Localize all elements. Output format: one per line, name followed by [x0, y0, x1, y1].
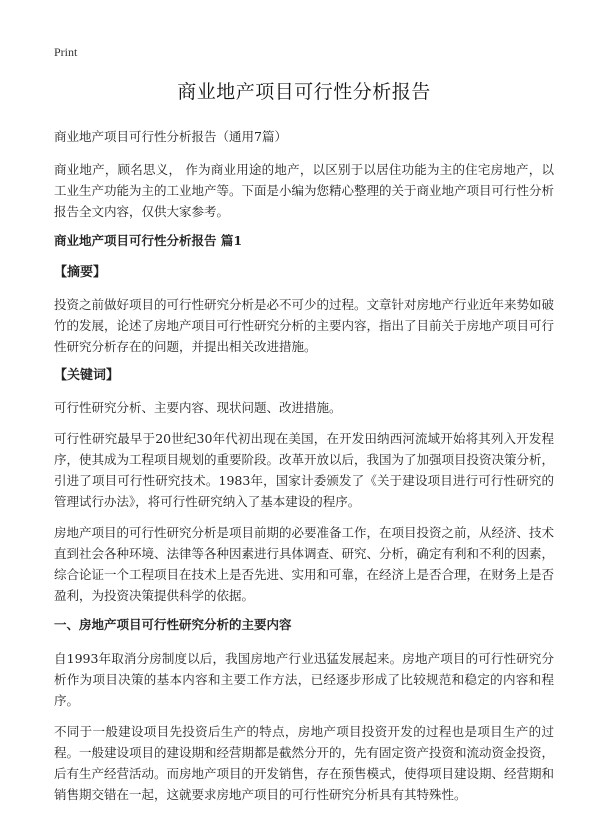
body-paragraph-2: 房地产项目的可行性研究分析是项目前期的必要准备工作，在项目投资之前，从经济、技术直到社会各种环境、法律等各种因素进行具体调查、研究、分析，确定有利和不利的因素，综合论证一个工程项目在技术上是否先进、实用和可靠，在经济上是否合理，在财务上是否盈利，为投资决策提供科学的依据。: [54, 525, 555, 603]
abstract-heading: 【摘要】: [54, 265, 107, 280]
article-heading: 商业地产项目可行性分析报告 篇1: [54, 233, 243, 248]
section-heading-1: 一、房地产项目可行性研究分析的主要内容: [54, 617, 292, 632]
intro-paragraph: 商业地产，顾名思义， 作为商业用途的地产，以区别于以居住功能为主的住宅房地产，以工业生产功能为主的工业地产等。下面是小编为您精心整理的关于商业地产项目可行性分析报告全文内容，仅供大家参考。: [54, 162, 555, 219]
print-link[interactable]: Print: [54, 45, 78, 59]
keywords-paragraph: 可行性研究分析、主要内容、现状问题、改进措施。: [54, 400, 342, 415]
document-subtitle: 商业地产项目可行性分析报告（通用7篇）: [54, 129, 287, 144]
page-title: 商业地产项目可行性分析报告: [177, 81, 431, 103]
body-paragraph-1: 可行性研究最早于20世纪30年代初出现在美国，在开发田纳西河流域开始将其列入开发程序，使其成为工程项目规划的重要阶段。改革开放以后，我国为了加强项目投资决策分析，引进了项目可行性研究技术。1983年，国家计委颁发了《关于建设项目进行可行性研究的管理试行办法》，将可行性研究纳入了基本建设的程序。: [54, 431, 555, 509]
body-paragraph-4: 不同于一般建设项目先投资后生产的特点，房地产项目投资开发的过程也是项目生产的过程。一般建设项目的建设期和经营期都是截然分开的，先有固定资产投资和流动资金投资，后有生产经营活动。而房地产项目的开发销售，存在预售模式，使得项目建设期、经营期和销售期交错在一起，这就要求房地产项目的可行性研究分析具有其特殊性。: [54, 724, 555, 802]
keywords-heading: 【关键词】: [54, 368, 120, 383]
document-page: [54, 44, 554, 815]
body-paragraph-3: 自1993年取消分房制度以后，我国房地产行业迅猛发展起来。房地产项目的可行性研究分析作为项目决策的基本内容和主要工作方法，已经逐步形成了比较规范和稳定的内容和程序。: [54, 651, 554, 708]
abstract-paragraph: 投资之前做好项目的可行性研究分析是必不可少的过程。文章针对房地产行业近年来势如破竹的发展，论述了房地产项目可行性研究分析的主要内容，指出了目前关于房地产项目可行性研究分析存在的问题，并提出相关改进措施。: [54, 297, 555, 354]
